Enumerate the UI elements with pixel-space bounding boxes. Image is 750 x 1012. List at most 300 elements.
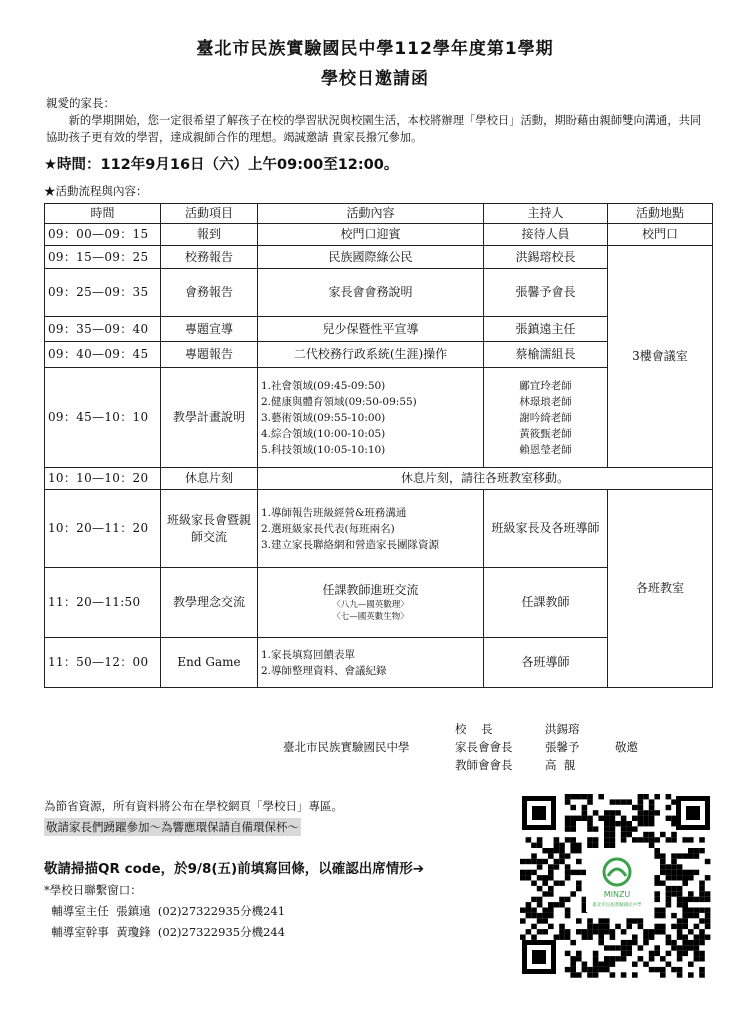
qr-module — [526, 875, 532, 880]
qr-module — [570, 826, 576, 831]
qr-module — [554, 848, 560, 853]
qr-module — [615, 924, 621, 929]
qr-module — [671, 913, 677, 918]
qr-module — [582, 810, 588, 815]
qr-module — [660, 853, 666, 858]
qr-module — [705, 859, 711, 864]
qr-module — [593, 951, 599, 956]
qr-module — [593, 843, 599, 848]
qr-module — [565, 935, 571, 940]
row-host: 洪錫瑢校長 — [484, 246, 608, 269]
qr-module — [520, 870, 526, 875]
qr-module — [593, 956, 599, 961]
qr-module — [699, 972, 705, 977]
qr-module — [694, 848, 700, 853]
qr-module — [688, 853, 694, 858]
qr-module — [666, 940, 672, 945]
qr-module — [699, 951, 705, 956]
qr-module — [654, 924, 660, 929]
qr-module — [587, 972, 593, 977]
qr-module — [688, 972, 694, 977]
row-host: 各班導師 — [484, 638, 608, 688]
qr-module — [565, 870, 571, 875]
qr-module — [682, 940, 688, 945]
qr-module — [649, 929, 655, 934]
qr-module — [705, 897, 711, 902]
row-time: 09：15—09：25 — [45, 246, 161, 269]
host-line: 鄺宜玲老師 — [519, 379, 572, 392]
qr-module — [542, 875, 548, 880]
qr-module — [660, 956, 666, 961]
qr-module — [604, 810, 610, 815]
qr-module — [576, 870, 582, 875]
qr-finder-top-right — [676, 796, 710, 830]
qr-module — [699, 848, 705, 853]
qr-module — [677, 886, 683, 891]
qr-module — [587, 935, 593, 940]
content-line: 3.建立家長聯絡網和營造家長團隊資源 — [261, 538, 440, 551]
qr-module — [632, 935, 638, 940]
content-line: 1.社會領域(09:45-09:50) — [261, 379, 386, 392]
qr-module — [615, 810, 621, 815]
row-content: 家長會會務說明 — [258, 269, 484, 317]
qr-module — [559, 881, 565, 886]
qr-module — [638, 956, 644, 961]
row-item: 專題宣導 — [161, 317, 258, 342]
qr-module — [537, 886, 543, 891]
qr-module — [565, 908, 571, 913]
contact-line: 輔導室幹事 黃瓊鋒 (02)27322935分機244 — [44, 925, 286, 939]
row-host: 接待人員 — [484, 224, 608, 246]
qr-module — [654, 929, 660, 934]
qr-module — [660, 924, 666, 929]
qr-module — [565, 875, 571, 880]
qr-module — [548, 886, 554, 891]
qr-module — [559, 929, 565, 934]
qr-logo-subtext: 臺北市民族實驗國民中學 — [592, 903, 642, 908]
qr-module — [677, 918, 683, 923]
qr-module — [548, 908, 554, 913]
qr-module — [671, 864, 677, 869]
qr-module — [677, 951, 683, 956]
qr-module — [570, 805, 576, 810]
qr-module — [610, 972, 616, 977]
qr-module — [643, 816, 649, 821]
qr-module — [531, 924, 537, 929]
qr-module — [576, 918, 582, 923]
qr-module — [548, 913, 554, 918]
row-time: 09：40—09：45 — [45, 342, 161, 368]
qr-module — [671, 821, 677, 826]
qr-module — [626, 951, 632, 956]
qr-module — [565, 929, 571, 934]
greeting: 親愛的家長： — [46, 96, 115, 110]
qr-module — [548, 924, 554, 929]
signature-title: 校 長 — [455, 722, 493, 736]
qr-code[interactable] — [518, 792, 714, 978]
qr-module — [699, 881, 705, 886]
qr-module — [677, 875, 683, 880]
qr-module — [694, 951, 700, 956]
qr-module — [699, 918, 705, 923]
qr-module — [654, 853, 660, 858]
qr-module — [621, 821, 627, 826]
qr-module — [598, 967, 604, 972]
qr-module — [548, 853, 554, 858]
qr-module — [688, 897, 694, 902]
qr-module — [699, 897, 705, 902]
qr-module — [682, 924, 688, 929]
qr-module — [520, 908, 526, 913]
content-line: 3.藝術領域(09:55-10:00) — [261, 411, 386, 424]
qr-module — [621, 799, 627, 804]
qr-module — [649, 967, 655, 972]
qr-module — [526, 913, 532, 918]
qr-module — [604, 945, 610, 950]
qr-module — [705, 891, 711, 896]
qr-module — [666, 951, 672, 956]
qr-module — [643, 940, 649, 945]
qr-module — [582, 794, 588, 799]
qr-module — [537, 918, 543, 923]
qr-module — [621, 945, 627, 950]
content-line: 2.導師整理資料、會議紀錄 — [261, 664, 387, 677]
qr-module — [671, 859, 677, 864]
qr-module — [632, 816, 638, 821]
eco-note: 敬請家長們踴躍參加～為響應環保請自備環保杯～ — [46, 820, 299, 834]
qr-module — [626, 924, 632, 929]
host-line: 黃筱甄老師 — [519, 427, 572, 440]
qr-module — [621, 826, 627, 831]
row-time: 11：20—11:50 — [45, 568, 161, 638]
qr-module — [610, 945, 616, 950]
header-host: 主持人 — [484, 204, 608, 224]
qr-module — [694, 940, 700, 945]
qr-module — [542, 913, 548, 918]
host-line: 謝吟綺老師 — [519, 411, 572, 424]
qr-module — [610, 843, 616, 848]
row-content-list — [258, 638, 484, 688]
qr-module — [677, 870, 683, 875]
qr-module — [598, 794, 604, 799]
qr-module — [615, 945, 621, 950]
qr-module — [654, 875, 660, 880]
qr-module — [688, 875, 694, 880]
qr-module — [638, 794, 644, 799]
qr-module — [677, 935, 683, 940]
qr-module — [542, 918, 548, 923]
qr-module — [660, 881, 666, 886]
qr-logo-text: MINZU — [603, 890, 631, 899]
qr-module — [649, 832, 655, 837]
qr-module — [649, 816, 655, 821]
qr-module — [632, 940, 638, 945]
qr-module — [682, 897, 688, 902]
qr-module — [565, 826, 571, 831]
qr-module — [565, 794, 571, 799]
qr-module — [570, 972, 576, 977]
qr-module — [537, 859, 543, 864]
qr-module — [660, 864, 666, 869]
qr-module — [688, 908, 694, 913]
qr-module — [660, 967, 666, 972]
qr-finder-bottom-left — [522, 940, 556, 974]
qr-module — [576, 972, 582, 977]
qr-module — [576, 794, 582, 799]
qr-module — [654, 848, 660, 853]
qr-module — [677, 853, 683, 858]
qr-module — [649, 935, 655, 940]
qr-module — [638, 805, 644, 810]
qr-module — [598, 816, 604, 821]
qr-module — [694, 913, 700, 918]
qr-module — [570, 962, 576, 967]
qr-module — [587, 826, 593, 831]
signature-title: 教師會會長 — [455, 758, 513, 772]
qr-module — [649, 837, 655, 842]
qr-module — [520, 859, 526, 864]
qr-module — [604, 918, 610, 923]
qr-module — [559, 897, 565, 902]
qr-module — [671, 967, 677, 972]
place-hall: 3樓會議室 — [608, 246, 713, 468]
qr-module — [520, 918, 526, 923]
qr-module — [626, 945, 632, 950]
qr-module — [570, 940, 576, 945]
qr-module — [604, 956, 610, 961]
qr-module — [705, 913, 711, 918]
qr-module — [694, 945, 700, 950]
qr-module — [610, 816, 616, 821]
qr-module — [694, 870, 700, 875]
qr-module — [621, 929, 627, 934]
qr-module — [677, 897, 683, 902]
qr-module — [638, 918, 644, 923]
qr-logo — [586, 852, 648, 912]
qr-module — [593, 837, 599, 842]
qr-module — [576, 929, 582, 934]
flow-label: ★活動流程與內容： — [44, 184, 148, 198]
content-line: 1.家長填寫回饋表單 — [261, 648, 356, 661]
qr-module — [654, 810, 660, 815]
qr-module — [699, 891, 705, 896]
qr-module — [654, 837, 660, 842]
qr-module — [565, 837, 571, 842]
qr-module — [548, 848, 554, 853]
qr-module — [621, 832, 627, 837]
qr-module — [559, 935, 565, 940]
qr-module — [542, 908, 548, 913]
qr-module — [638, 945, 644, 950]
qr-module — [677, 864, 683, 869]
qr-module — [570, 821, 576, 826]
qr-module — [705, 918, 711, 923]
qr-module — [654, 945, 660, 950]
qr-module — [654, 881, 660, 886]
qr-module — [688, 940, 694, 945]
qr-module — [576, 881, 582, 886]
row-item: 休息片刻 — [161, 468, 258, 490]
qr-module — [548, 875, 554, 880]
qr-module — [638, 810, 644, 815]
qr-module — [649, 810, 655, 815]
qr-module — [565, 864, 571, 869]
qr-module — [660, 972, 666, 977]
qr-module — [705, 875, 711, 880]
qr-module — [626, 940, 632, 945]
contact-line: 輔導室主任 張鎮遠 (02)27322935分機241 — [44, 904, 286, 918]
qr-module — [604, 962, 610, 967]
table-header-row — [45, 204, 713, 224]
qr-module — [576, 956, 582, 961]
row-item: 會務報告 — [161, 269, 258, 317]
qr-module — [626, 826, 632, 831]
row-host: 任課教師 — [484, 568, 608, 638]
qr-module — [666, 837, 672, 842]
content-line: 4.綜合領域(10:00-10:05) — [261, 427, 386, 440]
qr-module — [576, 848, 582, 853]
qr-module — [582, 962, 588, 967]
qr-module — [570, 816, 576, 821]
qr-module — [526, 908, 532, 913]
qr-module — [682, 945, 688, 950]
qr-module — [677, 972, 683, 977]
qr-module — [526, 870, 532, 875]
qr-module — [587, 794, 593, 799]
qr-module — [531, 853, 537, 858]
content-line: 5.科技領域(10:05-10:10) — [261, 443, 386, 456]
qr-module — [677, 967, 683, 972]
qr-module — [649, 951, 655, 956]
qr-module — [537, 902, 543, 907]
qr-module — [677, 945, 683, 950]
qr-module — [643, 962, 649, 967]
qr-module — [598, 962, 604, 967]
qr-module — [537, 897, 543, 902]
qr-module — [565, 799, 571, 804]
qr-module — [604, 967, 610, 972]
qr-module — [548, 864, 554, 869]
signature-name: 洪錫瑢 — [545, 722, 580, 736]
qr-module — [537, 837, 543, 842]
qr-module — [542, 848, 548, 853]
qr-module — [610, 810, 616, 815]
header-time: 時間 — [45, 204, 161, 224]
row-content-list — [258, 368, 484, 468]
qr-module — [542, 881, 548, 886]
row-content: 休息片刻，請往各班教室移動。 — [258, 468, 713, 490]
table-row — [45, 490, 713, 568]
qr-module — [666, 875, 672, 880]
qr-module — [554, 843, 560, 848]
signature-name: 張馨予 — [545, 740, 580, 754]
qr-module — [694, 897, 700, 902]
qr-module — [654, 897, 660, 902]
qr-module — [621, 951, 627, 956]
qr-module — [559, 843, 565, 848]
signature-titles — [455, 720, 513, 774]
qr-module — [643, 935, 649, 940]
qr-module — [638, 837, 644, 842]
qr-module — [559, 902, 565, 907]
qr-module — [604, 832, 610, 837]
signature-name: 高 靚 — [545, 758, 576, 772]
qr-module — [688, 945, 694, 950]
qr-module — [604, 843, 610, 848]
qr-module — [554, 859, 560, 864]
qr-module — [699, 908, 705, 913]
row-time: 09：25—09：35 — [45, 269, 161, 317]
qr-module — [671, 832, 677, 837]
qr-module — [666, 805, 672, 810]
qr-module — [654, 913, 660, 918]
qr-module — [688, 962, 694, 967]
qr-module — [643, 832, 649, 837]
row-item: 專題報告 — [161, 342, 258, 368]
qr-module — [626, 918, 632, 923]
row-time: 10：10—10：20 — [45, 468, 161, 490]
qr-module — [632, 837, 638, 842]
scan-instruction: 敬請掃描QR code，於9/8(五)前填寫回條，以確認出席情形➔ — [44, 861, 425, 877]
row-content-list — [258, 490, 484, 568]
qr-module — [666, 897, 672, 902]
qr-module — [671, 924, 677, 929]
qr-module — [542, 859, 548, 864]
qr-module — [671, 891, 677, 896]
qr-module — [688, 891, 694, 896]
qr-module — [587, 967, 593, 972]
row-content: 任課教師進班交流 — [322, 583, 419, 597]
qr-module — [610, 929, 616, 934]
qr-module — [604, 924, 610, 929]
qr-module — [682, 881, 688, 886]
qr-module — [671, 945, 677, 950]
qr-module — [666, 891, 672, 896]
qr-module — [576, 816, 582, 821]
qr-module — [643, 837, 649, 842]
qr-module — [593, 924, 599, 929]
qr-module — [526, 859, 532, 864]
row-item: 報到 — [161, 224, 258, 246]
qr-module — [587, 799, 593, 804]
qr-module — [677, 891, 683, 896]
qr-module — [705, 924, 711, 929]
qr-module — [554, 881, 560, 886]
qr-module — [559, 853, 565, 858]
signature-closing: 敬邀 — [615, 740, 638, 754]
qr-module — [677, 956, 683, 961]
intro-paragraph: 新的學期開始，您一定很希望了解孩子在校的學習狀況與校園生活，本校將辦理「學校日」活動，期盼藉由親師雙向溝通，共同協助孩子更有效的學習，達成親師合作的理想。竭誠邀請 貴家長撥冗參加。 — [46, 114, 702, 144]
qr-module — [654, 794, 660, 799]
qr-module — [705, 935, 711, 940]
contact-title: *學校日聯繫窗口： — [44, 883, 142, 897]
qr-module — [660, 832, 666, 837]
row-time: 11：50—12：00 — [45, 638, 161, 688]
qr-module — [660, 908, 666, 913]
qr-module — [587, 821, 593, 826]
content-sub: 〈八九—國英數理〉 — [332, 600, 409, 610]
qr-module — [643, 810, 649, 815]
host-line: 林璟琅老師 — [519, 395, 572, 408]
row-place: 校門口 — [608, 224, 713, 246]
qr-module — [576, 859, 582, 864]
row-item: 班級家長會暨親師交流 — [161, 490, 258, 568]
row-content-group — [258, 568, 484, 638]
row-content: 兒少保暨性平宣導 — [258, 317, 484, 342]
qr-module — [660, 870, 666, 875]
qr-module — [526, 929, 532, 934]
row-host: 班級家長及各班導師 — [484, 490, 608, 568]
